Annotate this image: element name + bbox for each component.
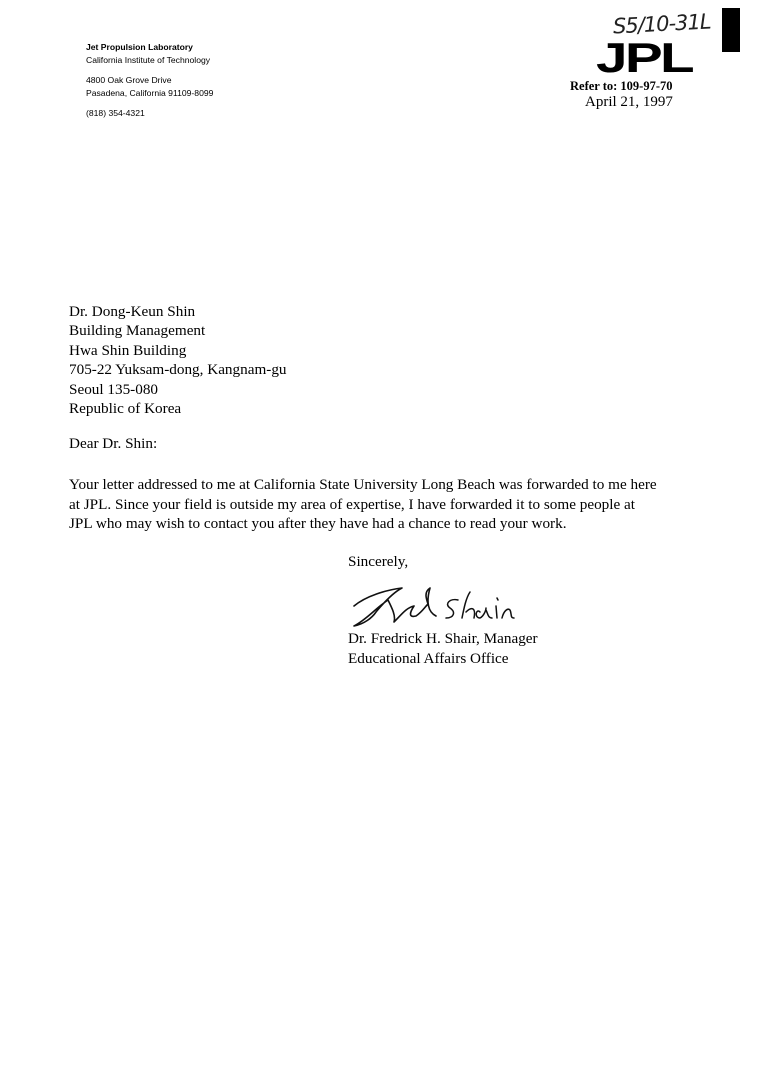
- letterhead-institution: California Institute of Technology: [86, 55, 211, 65]
- letter-body: [69, 475, 689, 534]
- recipient-line: Building Management: [69, 322, 206, 340]
- letterhead-street: 4800 Oak Grove Drive: [86, 75, 172, 85]
- recipient-line: 705-22 Yuksam-dong, Kangnam-gu: [69, 361, 287, 379]
- letterhead: [86, 41, 213, 120]
- handwritten-reference: S5/10-31L: [612, 9, 712, 39]
- body-line: at JPL. Since your field is outside my area of expertise, I have forwarded it to some people at: [69, 495, 635, 513]
- corner-mark: [722, 8, 740, 52]
- letter-date: April 21, 1997: [585, 94, 673, 110]
- closing: Sincerely,: [348, 553, 409, 570]
- jpl-logo: JPL: [596, 34, 692, 81]
- letterhead-phone: (818) 354-4321: [86, 108, 145, 118]
- signature-block: [348, 629, 538, 668]
- recipient-line: Hwa Shin Building: [69, 341, 187, 359]
- signer-title: Educational Affairs Office: [348, 649, 509, 667]
- recipient-line: Seoul 135-080: [69, 380, 159, 398]
- recipient-address: [69, 302, 287, 418]
- letterhead-city: Pasadena, California 91109-8099: [86, 88, 214, 98]
- body-line: JPL who may wish to contact you after they have had a chance to read your work.: [69, 515, 567, 532]
- body-line: Your letter addressed to me at California State University Long Beach was forwarded to me here: [69, 476, 657, 493]
- salutation: Dear Dr. Shin:: [69, 435, 158, 452]
- signer-name: Dr. Fredrick H. Shair, Manager: [348, 630, 538, 647]
- recipient-line: Republic of Korea: [69, 400, 182, 418]
- handwritten-signature: [346, 578, 516, 628]
- recipient-line: Dr. Dong-Keun Shin: [69, 303, 196, 320]
- letterhead-org: Jet Propulsion Laboratory: [86, 42, 193, 52]
- refer-to: Refer to: 109-97-70: [570, 79, 673, 93]
